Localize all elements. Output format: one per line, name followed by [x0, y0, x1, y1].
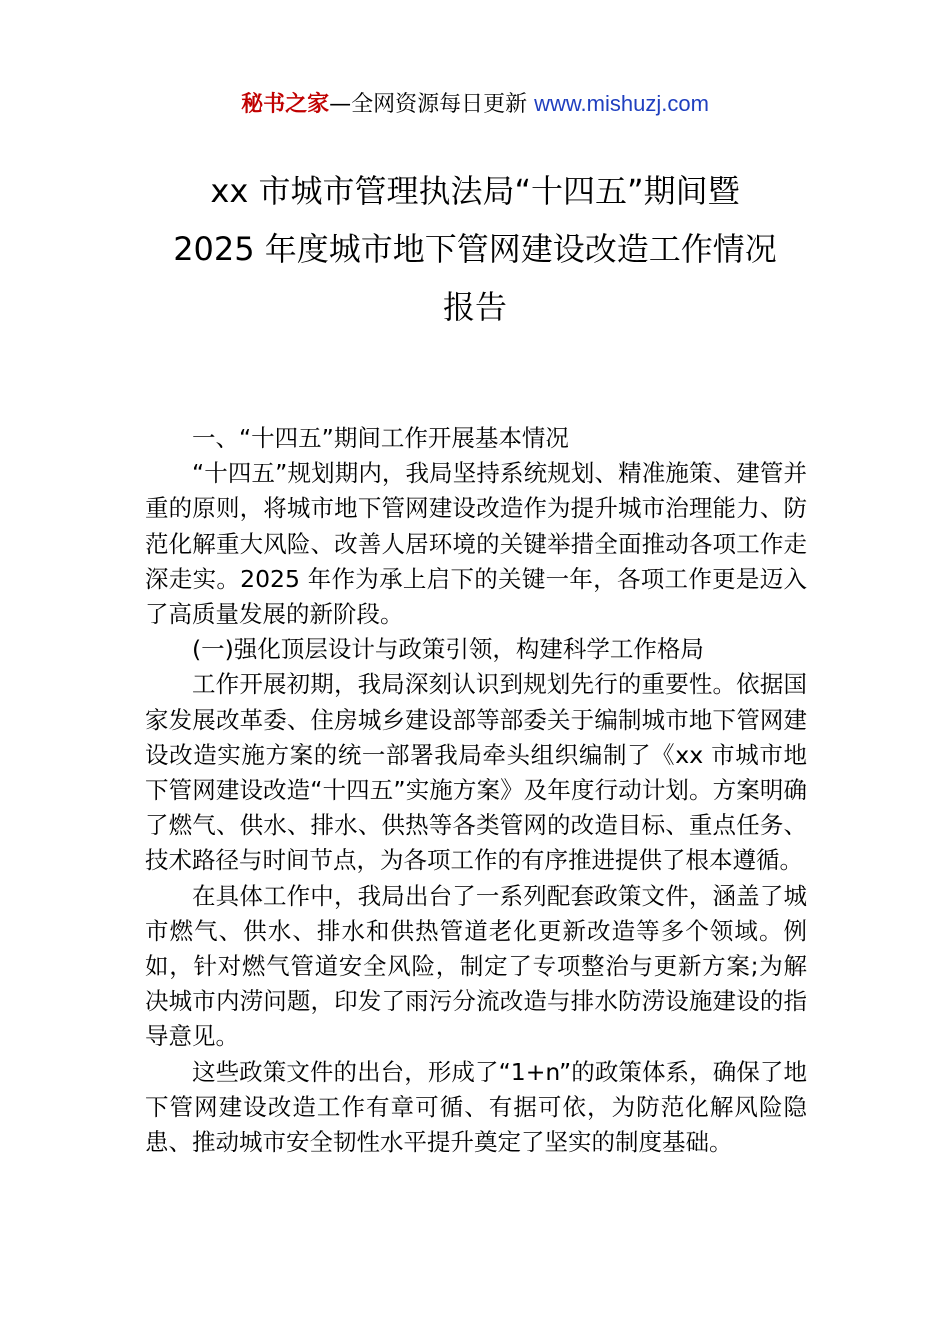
subsection-heading: (一)强化顶层设计与政策引领，构建科学工作格局: [192, 635, 704, 664]
section-heading: 一、“十四五”期间工作开展基本情况: [192, 424, 569, 452]
title-line-2: 2025 年度城市地下管网建设改造工作情况: [173, 230, 777, 268]
title-line-1: xx 市城市管理执法局“十四五”期间暨: [210, 172, 740, 210]
document-body: [145, 421, 807, 1160]
document-title: [100, 162, 850, 336]
paragraph: 这些政策文件的出台，形成了“1+n”的政策体系，确保了地下管网建设改造工作有章可循、有据可依，为防范化解风险隐患、推动城市安全韧性水平提升奠定了坚实的制度基础。: [145, 1057, 807, 1157]
paragraph: 在具体工作中，我局出台了一系列配套政策文件，涵盖了城市燃气、供水、排水和供热管道老化更新改造等多个领域。例如，针对燃气管道安全风险，制定了专项整治与更新方案;为解决城市内涝问题，印发了雨污分流改造与排水防涝设施建设的指导意见。: [145, 881, 807, 1051]
banner-brand: 秘书之家: [241, 92, 330, 117]
banner-tagline: —全网资源每日更新: [329, 92, 535, 117]
site-banner: [0, 88, 950, 121]
paragraph: “十四五”规划期内，我局坚持系统规划、精准施策、建管并重的原则，将城市地下管网建设改造作为提升城市治理能力、防范化解重大风险、改善人居环境的关键举措全面推动各项工作走深走实。2025 年作为承上启下的关键一年，各项工作更是迈入了高质量发展的新阶段。: [145, 459, 807, 629]
banner-url-link[interactable]: www.mishuzj.com: [534, 91, 709, 116]
title-line-3: 报告: [442, 288, 507, 326]
paragraph: 工作开展初期，我局深刻认识到规划先行的重要性。依据国家发展改革委、住房城乡建设部等部委关于编制城市地下管网建设改造实施方案的统一部署我局牵头组织编制了《xx 市城市地下管网建设改造“十四五”实施方案》及年度行动计划。方案明确了燃气、供水、排水、供热等各类管网的改造目标、重点任务、技术路径与时间节点，为各项工作的有序推进提供了根本遵循。: [145, 670, 807, 875]
